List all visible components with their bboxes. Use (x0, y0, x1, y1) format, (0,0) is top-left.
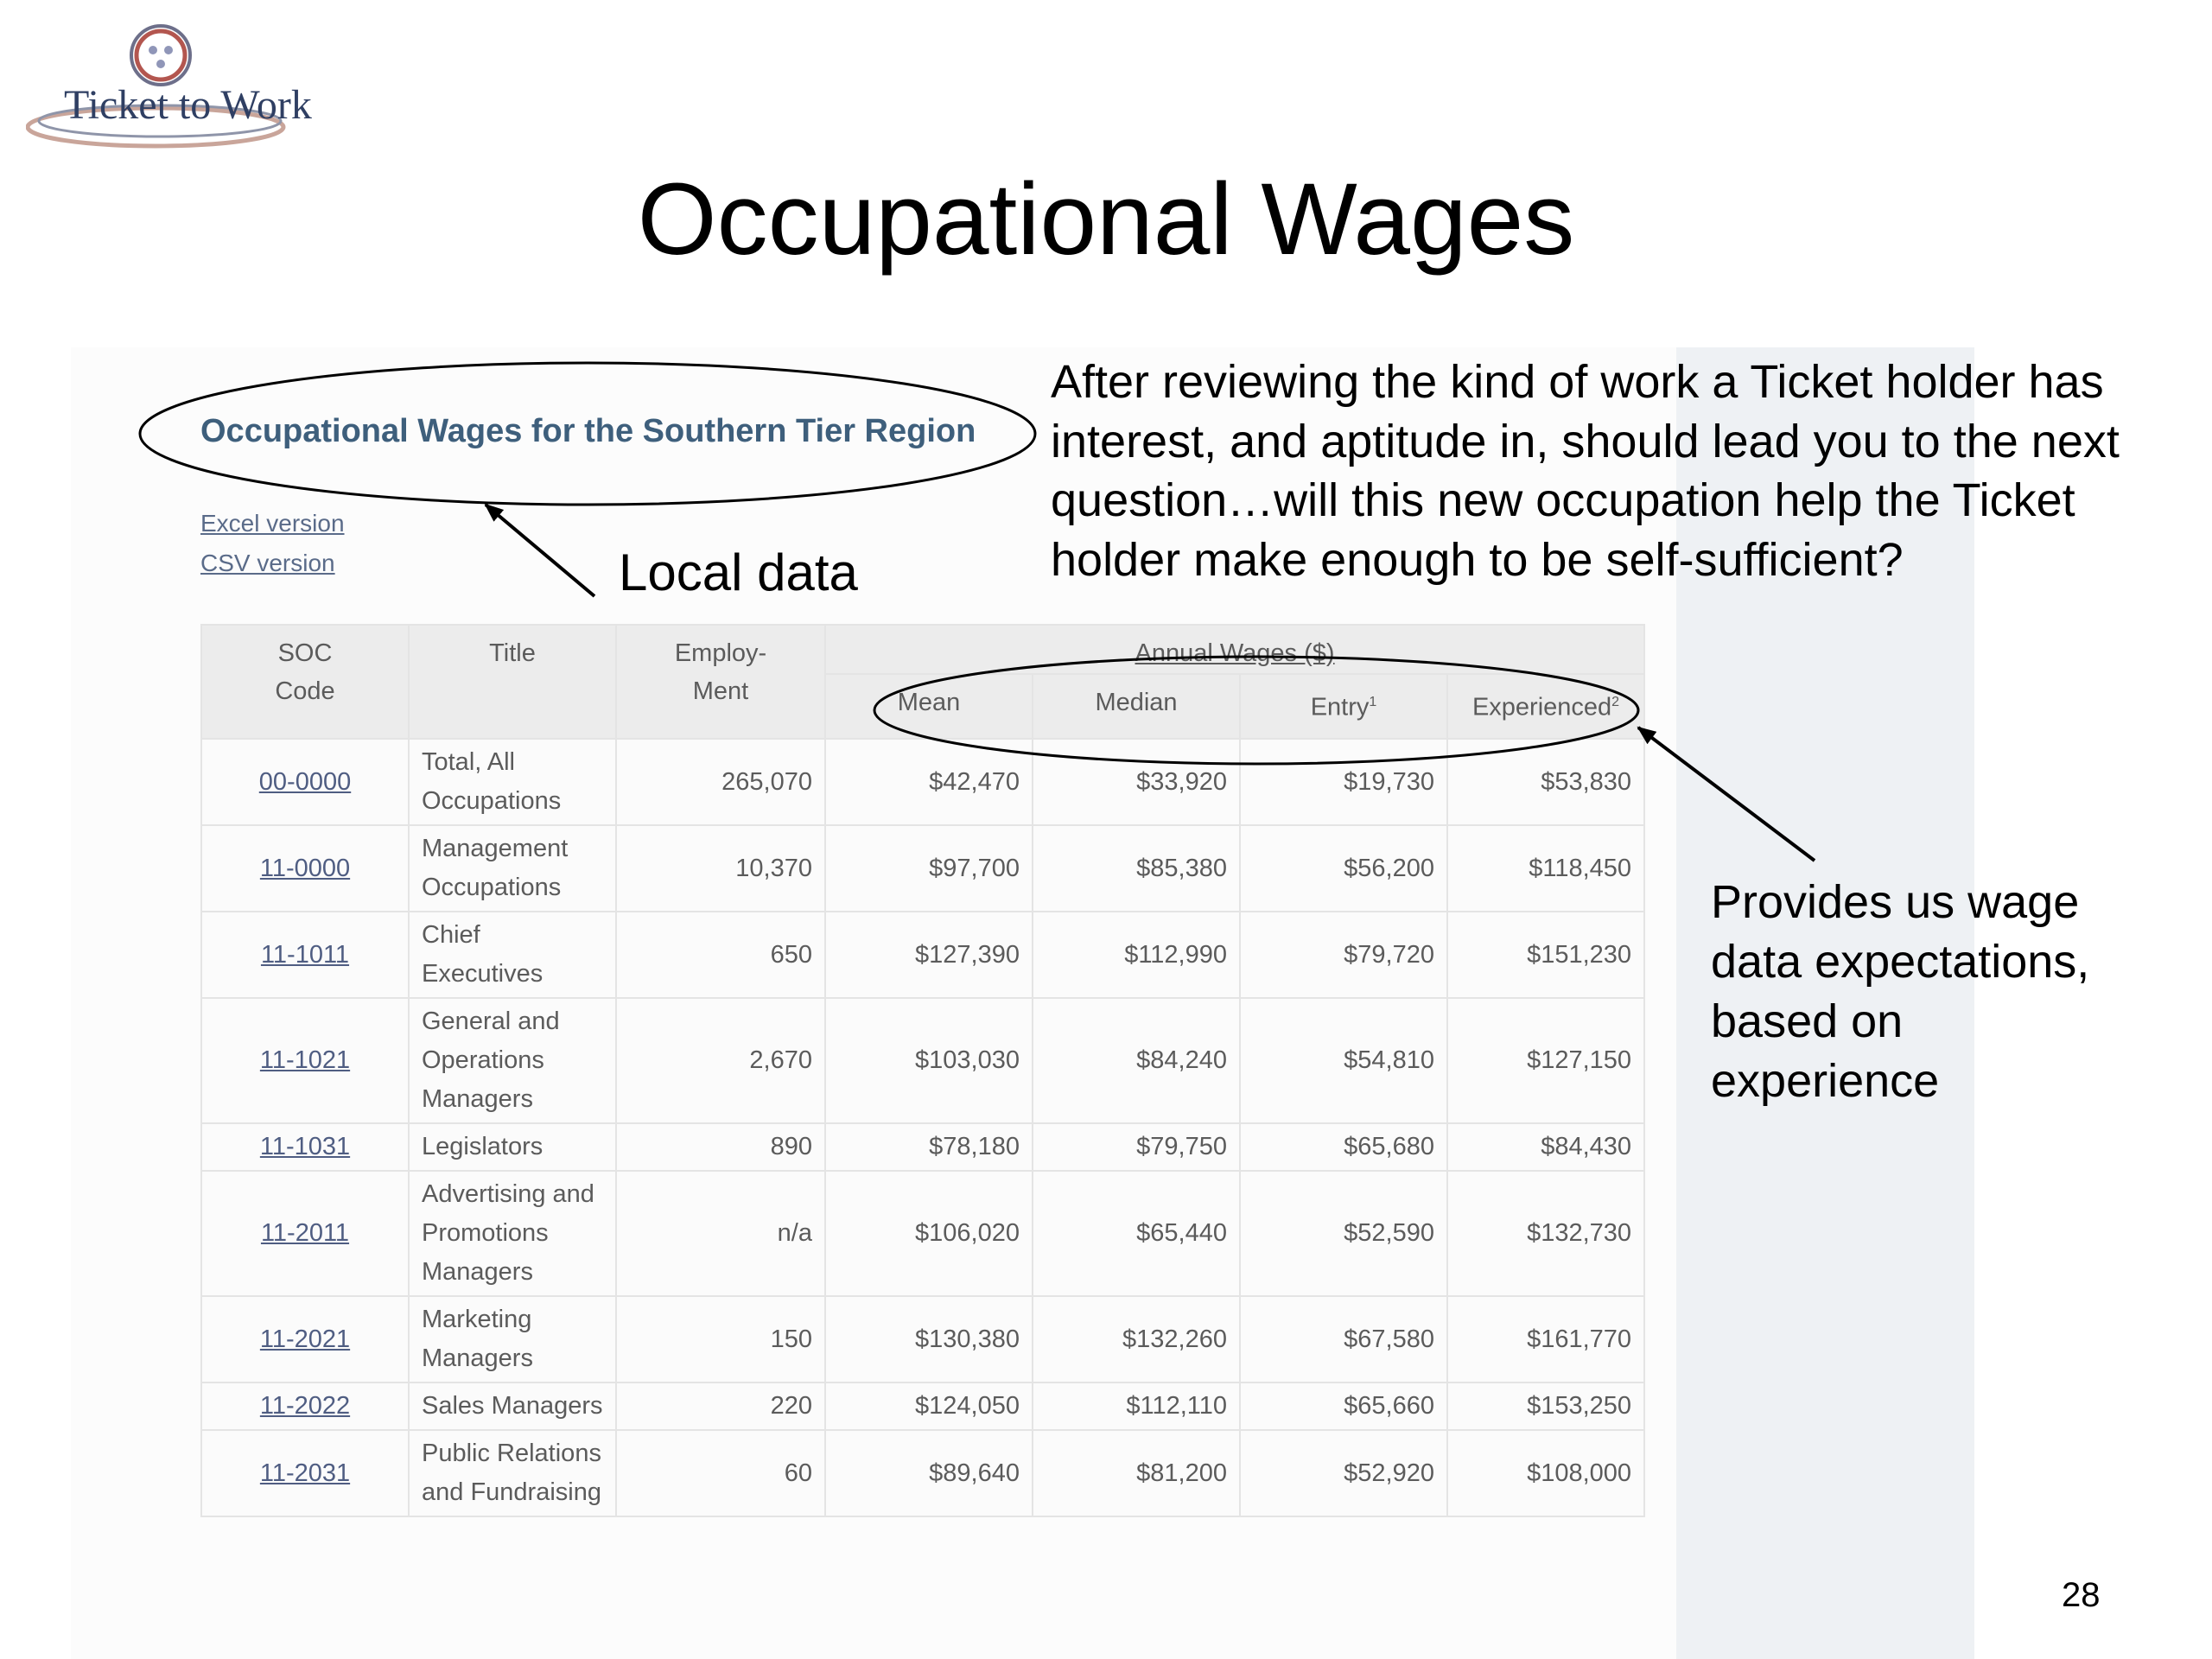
occupation-title: Management Occupations (409, 825, 616, 912)
header-entry-footnote: 1 (1369, 695, 1377, 709)
employment-value: 890 (616, 1123, 825, 1171)
occupation-title: Public Relations and Fundraising (409, 1430, 616, 1516)
soc-code-link[interactable]: 11-1031 (201, 1123, 409, 1171)
callout-side-text: Provides us wage data expectations, based on experience (1711, 876, 2090, 1108)
experienced-wage: $161,770 (1447, 1296, 1644, 1382)
region-title: Occupational Wages for the Southern Tier Region (200, 413, 976, 449)
header-entry-label: Entry (1310, 693, 1370, 721)
callout-local-data: Local data (619, 543, 858, 601)
median-wage: $112,990 (1033, 912, 1240, 998)
header-mean: Mean (825, 674, 1033, 739)
employment-value: n/a (616, 1171, 825, 1296)
soc-code-link[interactable]: 11-2011 (201, 1171, 409, 1296)
occupation-title: Advertising and Promotions Managers (409, 1171, 616, 1296)
entry-wage: $54,810 (1240, 998, 1447, 1123)
header-title: Title (409, 625, 616, 739)
experienced-wage: $127,150 (1447, 998, 1644, 1123)
mean-wage: $124,050 (825, 1382, 1033, 1430)
occupation-title: General and Operations Managers (409, 998, 616, 1123)
employment-value: 2,670 (616, 998, 825, 1123)
entry-wage: $79,720 (1240, 912, 1447, 998)
median-wage: $79,750 (1033, 1123, 1240, 1171)
median-wage: $33,920 (1033, 739, 1240, 825)
occupation-title: Marketing Managers (409, 1296, 616, 1382)
entry-wage: $65,680 (1240, 1123, 1447, 1171)
experienced-wage: $53,830 (1447, 739, 1644, 825)
median-wage: $84,240 (1033, 998, 1240, 1123)
header-median: Median (1033, 674, 1240, 739)
employment-value: 10,370 (616, 825, 825, 912)
soc-code-link[interactable]: 11-2021 (201, 1296, 409, 1382)
soc-code-link[interactable]: 11-1011 (201, 912, 409, 998)
occupation-title: Legislators (409, 1123, 616, 1171)
employment-value: 265,070 (616, 739, 825, 825)
median-wage: $81,200 (1033, 1430, 1240, 1516)
soc-code-link[interactable]: 00-0000 (201, 739, 409, 825)
entry-wage: $19,730 (1240, 739, 1447, 825)
median-wage: $132,260 (1033, 1296, 1240, 1382)
experienced-wage: $84,430 (1447, 1123, 1644, 1171)
entry-wage: $52,590 (1240, 1171, 1447, 1296)
header-experienced-footnote: 2 (1611, 695, 1620, 709)
mean-wage: $106,020 (825, 1171, 1033, 1296)
slide-title: Occupational Wages (637, 162, 1575, 276)
soc-code-link[interactable]: 11-2031 (201, 1430, 409, 1516)
mean-wage: $130,380 (825, 1296, 1033, 1382)
employment-value: 60 (616, 1430, 825, 1516)
mean-wage: $78,180 (825, 1123, 1033, 1171)
experienced-wage: $151,230 (1447, 912, 1644, 998)
employment-value: 220 (616, 1382, 825, 1430)
callout-top-text: After reviewing the kind of work a Ticket holder has interest, and aptitude in, should lead you to the next question…will this new occupation help the Ticket holder make enough to be self-sufficient? (1051, 356, 2120, 586)
experienced-wage: $108,000 (1447, 1430, 1644, 1516)
wage-columns-ellipse (874, 657, 1638, 764)
experienced-wage: $118,450 (1447, 825, 1644, 912)
logo-text: Ticket to Work (64, 82, 312, 128)
mean-wage: $127,390 (825, 912, 1033, 998)
page-number: 28 (2062, 1576, 2101, 1614)
occupation-title: Total, All Occupations (409, 739, 616, 825)
soc-code-link[interactable]: 11-2022 (201, 1382, 409, 1430)
header-employment: Employ- Ment (616, 625, 825, 739)
entry-wage: $67,580 (1240, 1296, 1447, 1382)
mean-wage: $89,640 (825, 1430, 1033, 1516)
mean-wage: $42,470 (825, 739, 1033, 825)
header-soc-code-label: SOC Code (275, 639, 335, 705)
excel-version-link[interactable]: Excel version (200, 510, 345, 537)
csv-version-link[interactable]: CSV version (200, 550, 335, 576)
occupation-title: Chief Executives (409, 912, 616, 998)
header-annual-wages[interactable]: Annual Wages ($) (825, 625, 1644, 674)
entry-wage: $52,920 (1240, 1430, 1447, 1516)
mean-wage: $97,700 (825, 825, 1033, 912)
occupation-title: Sales Managers (409, 1382, 616, 1430)
median-wage: $112,110 (1033, 1382, 1240, 1430)
entry-wage: $65,660 (1240, 1382, 1447, 1430)
experience-arrow (1638, 728, 1815, 861)
median-wage: $85,380 (1033, 825, 1240, 912)
median-wage: $65,440 (1033, 1171, 1240, 1296)
region-title-ellipse (140, 363, 1035, 505)
header-experienced-label: Experienced (1471, 693, 1612, 721)
entry-wage: $56,200 (1240, 825, 1447, 912)
mean-wage: $103,030 (825, 998, 1033, 1123)
experienced-wage: $132,730 (1447, 1171, 1644, 1296)
soc-code-link[interactable]: 11-1021 (201, 998, 409, 1123)
employment-value: 150 (616, 1296, 825, 1382)
local-data-arrow (486, 505, 594, 596)
experienced-wage: $153,250 (1447, 1382, 1644, 1430)
soc-code-link[interactable]: 11-0000 (201, 825, 409, 912)
employment-value: 650 (616, 912, 825, 998)
